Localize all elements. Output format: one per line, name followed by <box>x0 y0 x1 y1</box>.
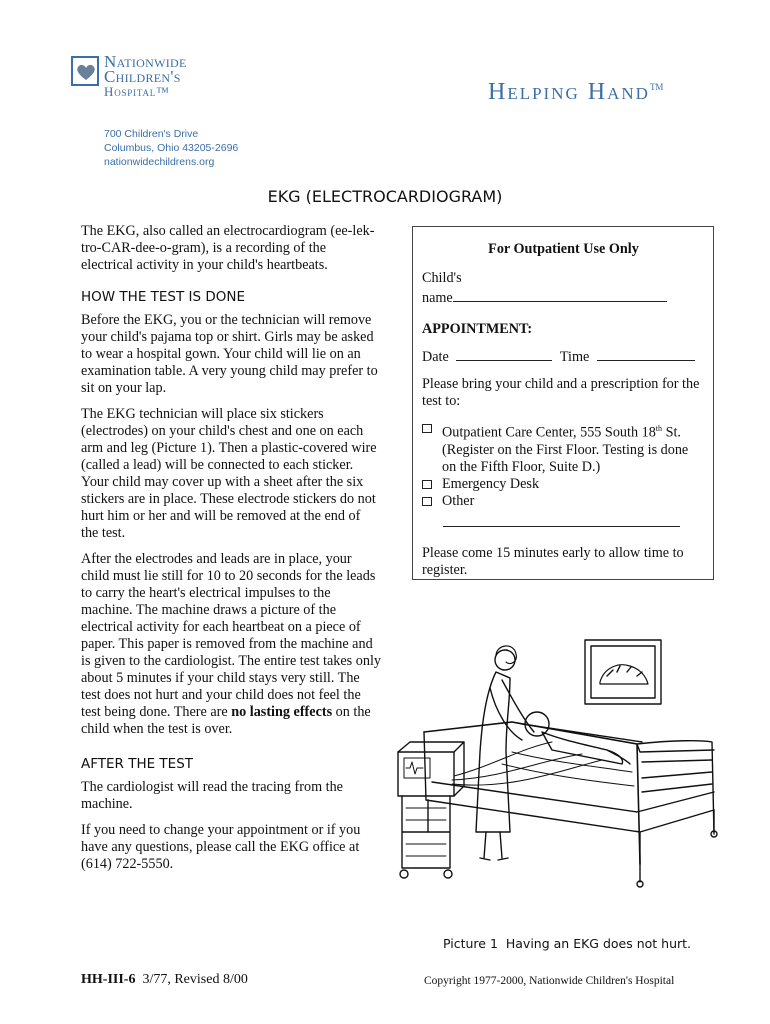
address-website: nationwidechildrens.org <box>104 156 215 168</box>
checkbox-icon[interactable] <box>422 424 432 433</box>
how-paragraph-3-end: on the child when the test is over. <box>81 704 371 737</box>
arrive-early-note: Please come 15 minutes early to allow time to register. <box>422 544 684 578</box>
child-name-label-2: name <box>422 290 453 306</box>
option-text-rest: St. (Register on the First Floor. Testing is done on the Fifth Floor, Suite D.) <box>442 424 689 475</box>
ordinal-suffix: th <box>655 424 663 433</box>
address-street: 700 Children's Drive <box>104 128 199 140</box>
wall-picture-icon <box>585 640 661 704</box>
child-name-label: Child's <box>422 270 462 286</box>
checkbox-icon[interactable] <box>422 497 432 506</box>
bring-instructions: Please bring your child and a prescription for the test to: <box>422 376 700 409</box>
how-paragraph-3-text: After the electrodes and leads are in place, your child must lie still for 10 to 20 seconds for the leads to carry the heart's electrical impulses to the machine. The machine draws a picture of the electrical activity for each heartbeat on a piece of paper. This paper is removed from the machine and is given to the cardiologist. The entire test takes only about 5 minutes if your child stays very still. The test does not hurt and your child does not feel the test being done. There are <box>81 551 381 720</box>
heart-logo-icon <box>71 56 99 86</box>
outpatient-box <box>412 226 714 580</box>
logo-line-3: Hospital™ <box>104 84 170 99</box>
checkbox-icon[interactable] <box>422 480 432 489</box>
date-label: Date <box>422 349 449 365</box>
hospital-logo <box>71 54 221 110</box>
document-title: EKG (ELECTROCARDIOGRAM) <box>267 187 503 206</box>
time-line[interactable] <box>597 346 695 361</box>
how-paragraph-2: The EKG technician will place six stickers (electrodes) on your child's chest and one on each arm and leg (Picture 1). Then a plastic-covered wire (called a lead) will be connected to each sticker. Your child may cover up with a sheet after the six stickers are in place. These electrode stickers do not hurt him or her and will be removed at the end of the test. <box>81 406 377 541</box>
how-paragraph-3 <box>81 551 381 738</box>
trademark-mark: TM <box>649 82 664 92</box>
option-text: Outpatient Care Center, 555 South 18 <box>442 424 656 441</box>
other-line[interactable] <box>443 514 680 527</box>
series-title <box>488 79 663 106</box>
picture-caption-text: Having an EKG does not hurt. <box>505 936 692 951</box>
child-name-field <box>422 270 705 307</box>
after-paragraph-2: If you need to change your appointment or if you have any questions, please call the EKG office at (614) 722-5550. <box>81 822 361 872</box>
left-column <box>81 223 381 882</box>
child-name-line[interactable] <box>453 287 667 302</box>
option-outpatient-care-center[interactable] <box>422 420 705 476</box>
hospital-address <box>104 127 238 169</box>
form-number <box>81 972 248 988</box>
option-other[interactable] <box>422 493 705 510</box>
date-line[interactable] <box>456 346 552 361</box>
ekg-cart-icon <box>402 796 450 868</box>
option-text: Other <box>442 492 475 509</box>
form-dates: 3/77, Revised 8/00 <box>142 972 248 987</box>
time-label: Time <box>559 349 590 365</box>
ekg-illustration <box>392 632 732 892</box>
section-heading-after: AFTER THE TEST <box>81 756 194 772</box>
section-heading-how: HOW THE TEST IS DONE <box>81 289 246 305</box>
form-code: HH-III-6 <box>81 972 136 987</box>
box-heading: For Outpatient Use Only <box>488 241 639 257</box>
how-paragraph-1: Before the EKG, you or the technician will remove your child's pajama top or shirt. Girls may be asked to wear a hospital gown. Your child will lie on an examination table. A very young child may prefer to sit on your lap. <box>81 312 378 396</box>
picture-label: Picture 1 <box>443 936 498 951</box>
technician-head-icon <box>495 650 515 670</box>
logo-line-1: Nationwide <box>104 52 187 71</box>
no-lasting-effects-emphasis: no lasting effects <box>231 704 333 720</box>
date-time-row <box>422 346 705 366</box>
address-city: Columbus, Ohio 43205-2696 <box>104 142 239 154</box>
series-title-text: Helping Hand <box>488 79 650 105</box>
appointment-label: APPOINTMENT: <box>422 321 533 337</box>
option-emergency-desk[interactable] <box>422 476 705 493</box>
copyright-notice: Copyright 1977-2000, Nationwide Children's Hospital <box>424 975 675 987</box>
intro-paragraph: The EKG, also called an electrocardiogram (ee-lek-tro-CAR-dee-o-gram), is a recording of the electrical activity in your child's heartbeats. <box>81 223 375 273</box>
after-paragraph-1: The cardiologist will read the tracing from the machine. <box>81 779 343 812</box>
option-text: Emergency Desk <box>442 475 540 492</box>
picture-caption <box>443 936 691 951</box>
logo-line-2: Children's <box>104 67 181 86</box>
